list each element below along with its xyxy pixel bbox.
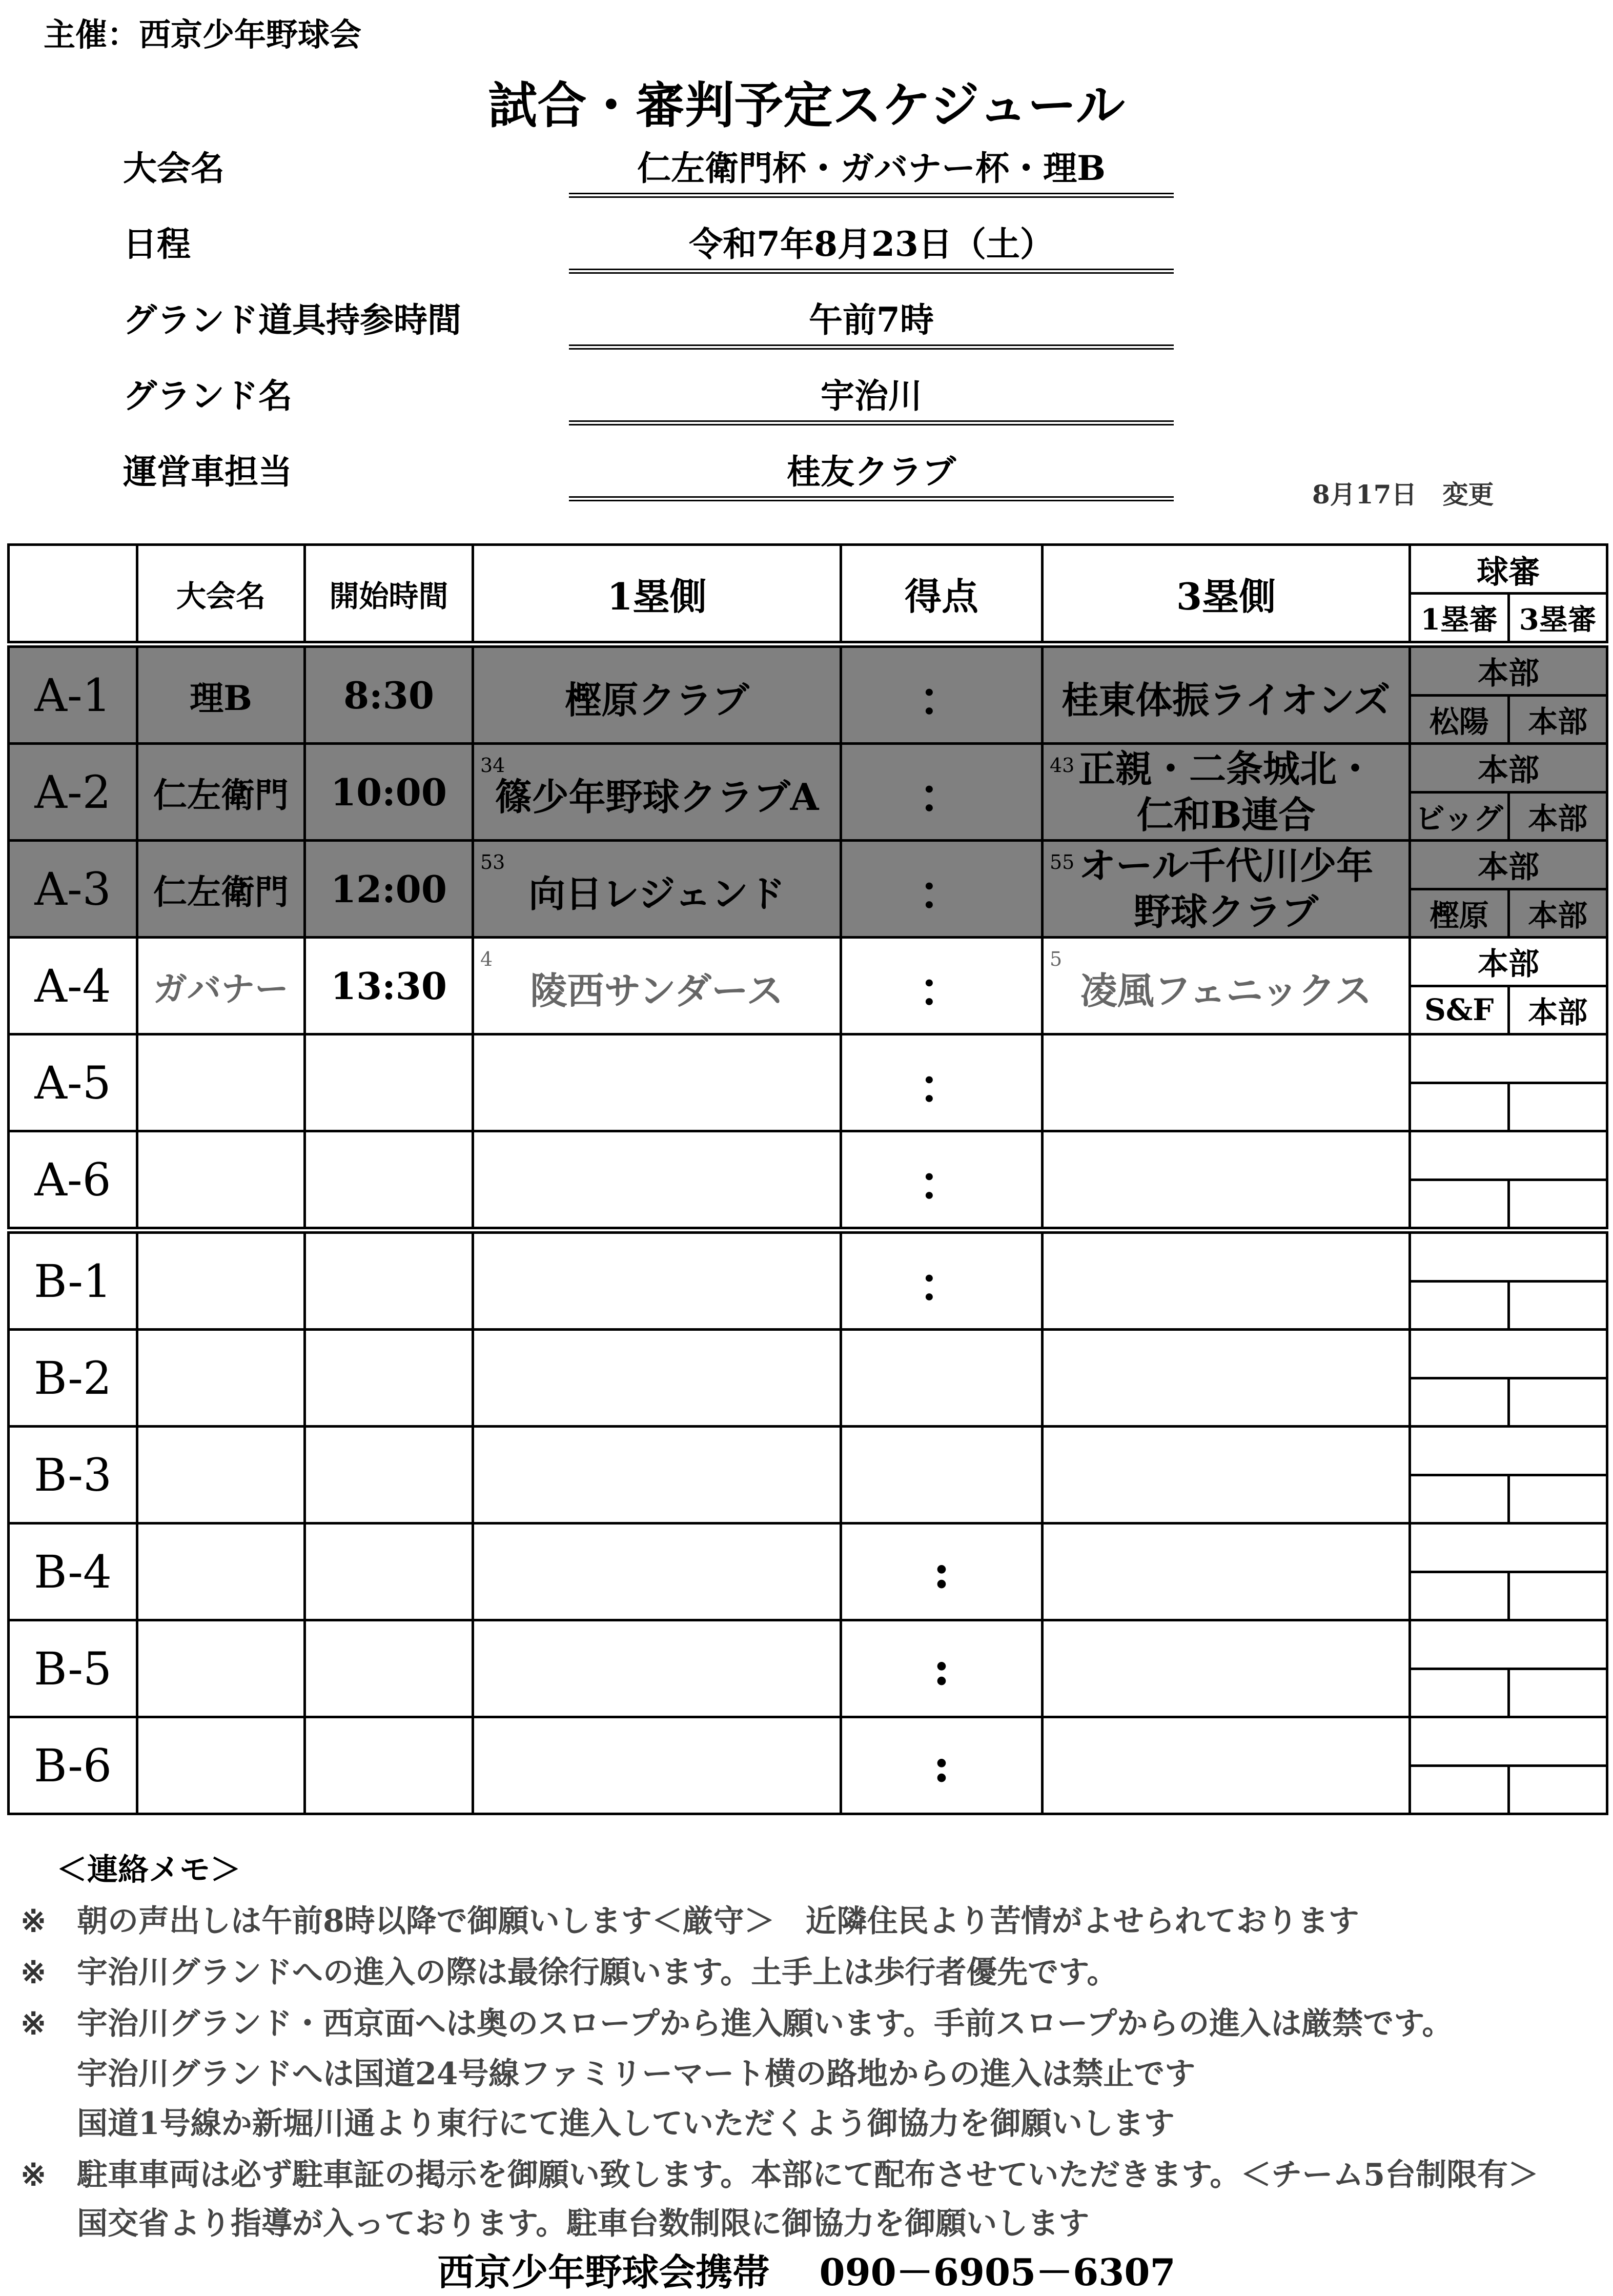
game-id: A-4 <box>9 938 137 1034</box>
tournament-name <box>137 1523 305 1620</box>
score[interactable]: ： <box>841 1230 1043 1330</box>
first-base-umpire <box>1411 1283 1510 1329</box>
third-base-team <box>1043 644 1410 744</box>
game-id: A-2 <box>9 744 137 841</box>
first-base-umpire <box>1411 1476 1510 1522</box>
tournament-name <box>137 1230 305 1330</box>
info-label: グランド道具持参時間 <box>123 300 461 340</box>
first-base-umpire: ビッグ <box>1411 794 1510 840</box>
header-third-base: 3塁側 <box>1043 545 1410 645</box>
third-base-team <box>1043 744 1410 841</box>
third-base-umpire: 本部 <box>1528 898 1588 933</box>
memo-line <box>21 1897 1359 1941</box>
team-name <box>474 1663 840 1674</box>
header-tournament: 大会名 <box>137 545 305 645</box>
note-mark: ※ <box>21 1955 47 1990</box>
first-base-umpire <box>1411 1181 1510 1227</box>
umpires <box>1410 1523 1607 1620</box>
table-row <box>9 644 1607 744</box>
team-name: 樫原クラブ <box>564 678 749 722</box>
team-name <box>1044 1663 1408 1674</box>
memo-text: 宇治川グランドへの進入の際は最徐行願います。土手上は歩行者優先です。 <box>77 1955 1118 1990</box>
info-label: 日程 <box>123 224 191 264</box>
third-base-umpire <box>1510 1767 1606 1813</box>
first-base-umpire <box>1411 1084 1510 1130</box>
first-base-team <box>473 644 841 744</box>
team-name <box>474 1174 840 1185</box>
score[interactable]: ： <box>841 1131 1043 1231</box>
note-mark: ※ <box>21 2157 47 2193</box>
third-base-umpire: 本部 <box>1528 801 1588 837</box>
third-base-team <box>1043 938 1410 1034</box>
first-base-umpire <box>1411 1573 1510 1619</box>
info-label: 運営車担当 <box>123 452 292 492</box>
memo-line <box>21 2150 1539 2195</box>
plate-umpire <box>1411 1035 1606 1084</box>
team-name <box>1044 1470 1408 1480</box>
header-first-base-umpire: 1塁審 <box>1411 595 1510 641</box>
header-third-base-umpire: 3塁審 <box>1519 603 1597 637</box>
info-label: 大会名 <box>123 148 224 188</box>
team-name <box>474 1567 840 1577</box>
start-time <box>305 1230 473 1330</box>
third-base-umpire <box>1510 1573 1606 1619</box>
memo-text: 国道1号線か新堀川通より東行にて進入していただくよう御協力を御願いします <box>77 2106 1175 2142</box>
team-name <box>1044 1373 1408 1383</box>
plate-umpire <box>1411 1525 1606 1573</box>
plate-umpire: 本部 <box>1411 939 1606 987</box>
first-base-umpire: 松陽 <box>1411 697 1510 743</box>
umpires <box>1410 1620 1607 1717</box>
plate-umpire <box>1411 1428 1606 1476</box>
tournament-name <box>137 1620 305 1717</box>
game-id: B-5 <box>9 1620 137 1717</box>
team-name <box>474 1470 840 1480</box>
table-row <box>9 1230 1607 1330</box>
score[interactable]: : <box>841 1620 1043 1717</box>
third-base-team <box>1043 1523 1410 1620</box>
third-base-team <box>1043 1230 1410 1330</box>
first-base-team <box>473 1717 841 1814</box>
info-value: 仁左衛門杯・ガバナー杯・理B <box>569 141 1174 198</box>
team-name: 篠少年野球クラブA <box>495 775 819 819</box>
first-base-team <box>473 1523 841 1620</box>
schedule-table <box>7 543 1608 1815</box>
table-row <box>9 1717 1607 1814</box>
umpires <box>1410 1034 1607 1131</box>
seed-number: 43 <box>1050 754 1075 777</box>
third-base-umpire <box>1510 1379 1606 1426</box>
third-base-team <box>1043 1034 1410 1131</box>
first-base-umpire: S&F <box>1411 987 1510 1033</box>
first-base-team <box>473 1034 841 1131</box>
game-id: B-3 <box>9 1427 137 1523</box>
seed-number: 4 <box>480 948 493 970</box>
first-base-team <box>473 841 841 938</box>
score[interactable]: ： <box>841 644 1043 744</box>
first-base-umpire: 樫原 <box>1411 890 1510 937</box>
memo-text: 朝の声出しは午前8時以降で御願いします＜厳守＞ 近隣住民より苦情がよせられております <box>77 1903 1359 1939</box>
start-time <box>305 1131 473 1231</box>
plate-umpire: 本部 <box>1411 842 1606 890</box>
start-time <box>305 1427 473 1523</box>
umpires <box>1410 1230 1607 1330</box>
team-name <box>1044 1276 1408 1286</box>
tournament-name <box>137 1717 305 1814</box>
info-value: 午前7時 <box>569 293 1174 350</box>
team-name <box>1044 1174 1408 1185</box>
start-time <box>305 1620 473 1717</box>
third-base-umpire: 本部 <box>1528 995 1588 1030</box>
team-name: 正親・二条城北・仁和B連合 <box>1078 747 1374 837</box>
info-label: グランド名 <box>123 376 292 416</box>
third-base-umpire <box>1510 1476 1606 1522</box>
score[interactable]: ： <box>841 841 1043 938</box>
header-start-time: 開始時間 <box>305 545 473 645</box>
third-base-team <box>1043 1427 1410 1523</box>
tournament-name: 理B <box>137 644 305 744</box>
info-value: 桂友クラブ <box>569 444 1174 501</box>
game-id: B-6 <box>9 1717 137 1814</box>
game-id: A-6 <box>9 1131 137 1231</box>
score[interactable] <box>841 1427 1043 1523</box>
umpires <box>1410 1131 1607 1231</box>
umpires <box>1410 938 1607 1034</box>
header-first-base: 1塁側 <box>473 545 841 645</box>
memo-line <box>21 1999 1453 2043</box>
table-row <box>9 744 1607 841</box>
memo-line <box>21 2099 1175 2143</box>
umpires <box>1410 744 1607 841</box>
team-name <box>474 1373 840 1383</box>
game-id: A-5 <box>9 1034 137 1131</box>
score[interactable] <box>841 1330 1043 1427</box>
score[interactable]: : <box>841 1717 1043 1814</box>
memo-text: 宇治川グランド・西京面へは奥のスロープから進入願います。手前スロープからの進入は厳禁です。 <box>77 2006 1453 2042</box>
team-name <box>1044 1567 1408 1577</box>
memo-text: 宇治川グランドへは国道24号線ファミリーマート横の路地からの進入は禁止です <box>77 2056 1196 2092</box>
game-id: B-2 <box>9 1330 137 1427</box>
team-name: 向日レジェンド <box>528 872 785 916</box>
contact-phone: 西京少年野球会携帯 090－6905－6307 <box>437 2250 1176 2294</box>
table-row <box>9 841 1607 938</box>
memo-line <box>21 1948 1117 1992</box>
first-base-team <box>473 744 841 841</box>
umpires <box>1410 1330 1607 1427</box>
first-base-umpire <box>1411 1379 1510 1426</box>
tournament-name <box>137 1131 305 1231</box>
third-base-team <box>1043 1330 1410 1427</box>
start-time: 12:00 <box>305 841 473 938</box>
umpires <box>1410 1717 1607 1814</box>
seed-number: 5 <box>1050 948 1063 970</box>
third-base-team <box>1043 841 1410 938</box>
score[interactable]: ： <box>841 1034 1043 1131</box>
umpires <box>1410 644 1607 744</box>
first-base-team <box>473 1230 841 1330</box>
team-name <box>1044 1760 1408 1771</box>
score[interactable]: ： <box>841 938 1043 1034</box>
change-note: 8月17日 変更 <box>1312 479 1494 510</box>
team-name: オール千代川少年野球クラブ <box>1078 844 1374 933</box>
team-name: 凌風フェニックス <box>1080 969 1372 1012</box>
tournament-name <box>137 1427 305 1523</box>
header-plate-umpire: 球審 <box>1411 546 1606 595</box>
table-row <box>9 1131 1607 1231</box>
third-base-team <box>1043 1131 1410 1231</box>
table-row <box>9 1034 1607 1131</box>
memo-text: 国交省より指導が入っております。駐車台数制限に御協力を御願いします <box>77 2206 1090 2242</box>
plate-umpire <box>1411 1132 1606 1181</box>
third-base-umpire <box>1510 1084 1606 1130</box>
score[interactable]: : <box>841 1523 1043 1620</box>
plate-umpire <box>1411 1234 1606 1283</box>
start-time: 13:30 <box>305 938 473 1034</box>
first-base-umpire <box>1411 1767 1510 1813</box>
first-base-team <box>473 1427 841 1523</box>
game-id: A-3 <box>9 841 137 938</box>
game-id: B-4 <box>9 1523 137 1620</box>
tournament-name: ガバナー <box>137 938 305 1034</box>
table-row <box>9 938 1607 1034</box>
header-score: 得点 <box>841 545 1043 645</box>
tournament-name: 仁左衛門 <box>137 841 305 938</box>
table-header-row <box>9 545 1607 645</box>
score[interactable]: ： <box>841 744 1043 841</box>
third-base-team <box>1043 1717 1410 1814</box>
memo-title: ＜連絡メモ＞ <box>56 1852 241 1888</box>
table-row <box>9 1523 1607 1620</box>
first-base-team <box>473 938 841 1034</box>
note-mark: ※ <box>21 1903 47 1939</box>
plate-umpire <box>1411 1621 1606 1670</box>
seed-number: 55 <box>1050 851 1075 873</box>
plate-umpire: 本部 <box>1411 745 1606 794</box>
start-time <box>305 1717 473 1814</box>
first-base-team <box>473 1131 841 1231</box>
game-id: B-1 <box>9 1230 137 1330</box>
tournament-name <box>137 1034 305 1131</box>
header-game-id <box>9 545 137 645</box>
third-base-umpire <box>1510 1670 1606 1716</box>
team-name <box>1044 1078 1408 1088</box>
start-time: 10:00 <box>305 744 473 841</box>
tournament-name <box>137 1330 305 1427</box>
team-name <box>474 1276 840 1286</box>
umpires <box>1410 841 1607 938</box>
first-base-umpire <box>1411 1670 1510 1716</box>
tournament-name: 仁左衛門 <box>137 744 305 841</box>
plate-umpire: 本部 <box>1411 648 1606 697</box>
first-base-team <box>473 1330 841 1427</box>
umpires <box>1410 1427 1607 1523</box>
seed-number: 53 <box>480 851 505 873</box>
third-base-team <box>1043 1620 1410 1717</box>
third-base-umpire <box>1510 1283 1606 1329</box>
info-value: 令和7年8月23日（土） <box>569 217 1174 274</box>
table-row <box>9 1620 1607 1717</box>
third-base-umpire <box>1510 1181 1606 1227</box>
page-title: 試合・審判予定スケジュール <box>488 76 1125 134</box>
memo-line <box>21 2049 1195 2094</box>
first-base-team <box>473 1620 841 1717</box>
organizer: 主催：西京少年野球会 <box>44 16 362 53</box>
plate-umpire <box>1411 1718 1606 1767</box>
start-time: 8:30 <box>305 644 473 744</box>
plate-umpire <box>1411 1331 1606 1379</box>
team-name: 桂東体振ライオンズ <box>1061 678 1391 722</box>
seed-number: 34 <box>480 754 505 777</box>
game-id: A-1 <box>9 644 137 744</box>
start-time <box>305 1034 473 1131</box>
info-value: 宇治川 <box>569 369 1174 425</box>
third-base-umpire: 本部 <box>1528 704 1588 740</box>
team-name <box>474 1078 840 1088</box>
start-time <box>305 1523 473 1620</box>
memo-line <box>21 2199 1089 2243</box>
team-name <box>474 1760 840 1771</box>
memo-text: 駐車車両は必ず駐車証の掲示を御願い致します。本部にて配布させていただきます。＜チーム5台制限有＞ <box>77 2157 1539 2193</box>
table-row <box>9 1427 1607 1523</box>
note-mark: ※ <box>21 2006 47 2042</box>
team-name: 陵西サンダース <box>530 969 784 1012</box>
header-umpires <box>1410 545 1607 645</box>
start-time <box>305 1330 473 1427</box>
table-row <box>9 1330 1607 1427</box>
